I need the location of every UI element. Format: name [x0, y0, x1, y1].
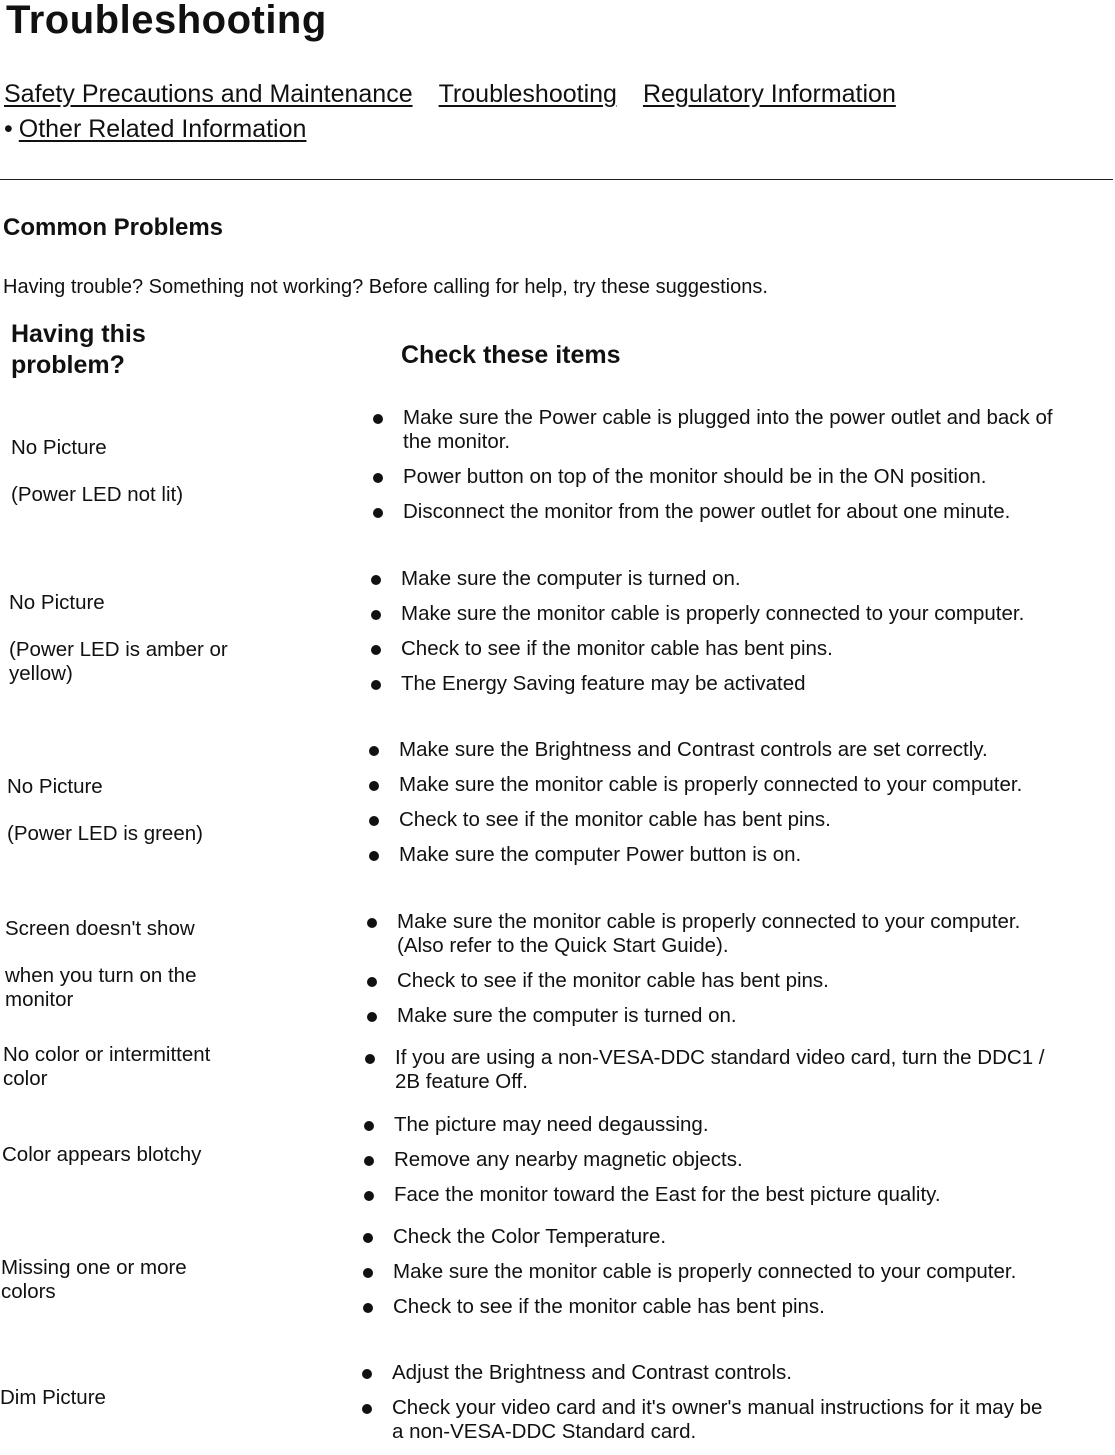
problem-text: (Power LED is green) — [7, 822, 203, 845]
problem-cell — [11, 436, 311, 530]
problem-text: No Picture — [11, 436, 107, 459]
check-item: Make sure the computer is turned on. — [371, 567, 1061, 591]
check-item: Make sure the Power cable is plugged into the power outlet and back of the monitor. — [373, 406, 1063, 454]
check-list — [373, 406, 1063, 535]
check-item: Check to see if the monitor cable has bent pins. — [367, 969, 1057, 993]
nav-link-regulatory[interactable]: Regulatory Information — [642, 80, 896, 108]
check-item: Adjust the Brightness and Contrast controls. — [362, 1361, 1052, 1385]
check-list — [365, 1046, 1055, 1105]
check-item: If you are using a non-VESA-DDC standard video card, turn the DDC1 / 2B feature Off. — [365, 1046, 1055, 1094]
check-item: Make sure the monitor cable is properly connected to your computer. — [363, 1260, 1053, 1284]
check-list — [371, 567, 1061, 707]
problem-column-header: Having this problem? — [11, 320, 146, 379]
problem-text: Screen doesn't show — [5, 917, 195, 940]
check-item: Remove any nearby magnetic objects. — [364, 1148, 1054, 1172]
check-item: The picture may need degaussing. — [364, 1113, 1054, 1137]
problem-text: No Picture — [7, 775, 103, 798]
problem-text: (Power LED is amber or yellow) — [9, 638, 228, 685]
check-list — [362, 1361, 1052, 1455]
nav-row-primary — [4, 80, 896, 109]
problem-cell — [5, 917, 305, 1035]
horizontal-divider — [0, 179, 1113, 180]
top-nav — [4, 80, 896, 144]
check-item: Make sure the computer is turned on. — [367, 1004, 1057, 1028]
check-column-header: Check these items — [401, 341, 621, 369]
check-item: Check to see if the monitor cable has bent pins. — [363, 1295, 1053, 1319]
nav-row-secondary — [4, 115, 896, 144]
problem-text: Dim Picture — [0, 1386, 106, 1409]
bullet-glyph: • — [4, 115, 13, 143]
check-item: Make sure the monitor cable is properly connected to your computer. (Also refer to the Quick Start Guide). — [367, 910, 1057, 958]
nav-link-other-info[interactable]: Other Related Information — [18, 115, 307, 143]
check-list — [367, 910, 1057, 1039]
problem-text: (Power LED not lit) — [11, 483, 184, 506]
check-list — [363, 1225, 1053, 1330]
problem-cell — [3, 1043, 303, 1114]
nav-link-troubleshooting[interactable]: Troubleshooting — [438, 80, 617, 108]
check-item: Power button on top of the monitor should be in the ON position. — [373, 465, 1063, 489]
nav-link-safety[interactable]: Safety Precautions and Maintenance — [4, 80, 413, 108]
check-list — [364, 1113, 1054, 1218]
check-item: Check to see if the monitor cable has bent pins. — [371, 637, 1061, 661]
problem-text: No Picture — [9, 591, 105, 614]
check-item: Make sure the Brightness and Contrast controls are set correctly. — [369, 738, 1059, 762]
problem-cell — [1, 1256, 301, 1327]
check-item: The Energy Saving feature may be activated — [371, 672, 1061, 696]
problem-cell — [7, 775, 307, 869]
problem-cell — [2, 1143, 302, 1190]
section-heading: Common Problems — [3, 214, 224, 241]
check-item: Make sure the monitor cable is properly connected to your computer. — [369, 773, 1059, 797]
check-item: Face the monitor toward the East for the best picture quality. — [364, 1183, 1054, 1207]
problem-text: Missing one or more colors — [1, 1256, 187, 1303]
problem-text: Color appears blotchy — [2, 1143, 202, 1166]
intro-text: Having trouble? Something not working? Before calling for help, try these suggestions. — [3, 276, 768, 298]
check-list — [369, 738, 1059, 878]
check-item: Check the Color Temperature. — [363, 1225, 1053, 1249]
problem-cell — [9, 591, 309, 709]
check-item: Disconnect the monitor from the power outlet for about one minute. — [373, 500, 1063, 524]
page-title: Troubleshooting — [6, 0, 327, 42]
check-item: Check your video card and it's owner's manual instructions for it may be a non-VESA-DDC Standard card. — [362, 1396, 1052, 1444]
check-item: Check to see if the monitor cable has bent pins. — [369, 808, 1059, 832]
problem-text: when you turn on the monitor — [5, 964, 197, 1011]
check-item: Make sure the monitor cable is properly connected to your computer. — [371, 602, 1061, 626]
problem-text: No color or intermittent color — [3, 1043, 211, 1090]
check-item: Make sure the computer Power button is on. — [369, 843, 1059, 867]
problem-cell — [0, 1386, 300, 1433]
